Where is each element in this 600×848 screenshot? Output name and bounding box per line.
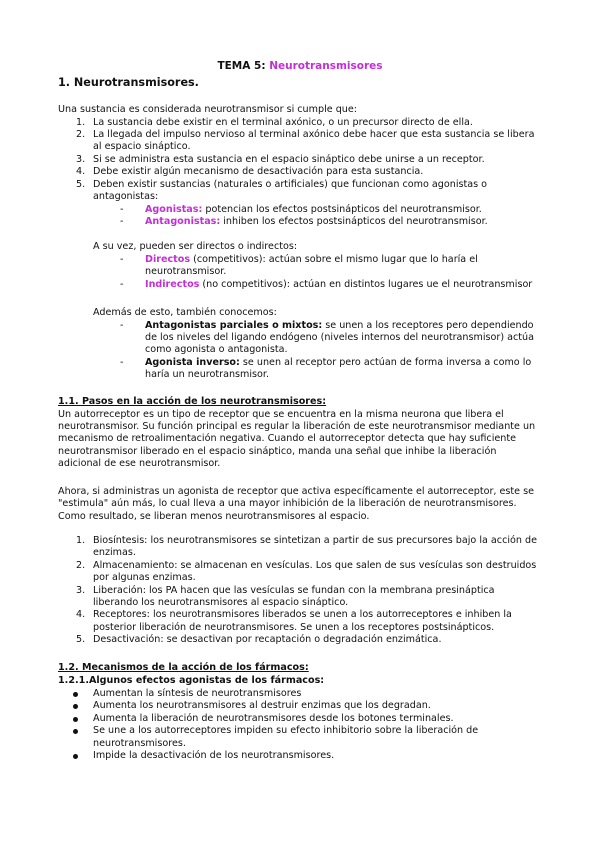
bullet-icon xyxy=(73,717,78,722)
page-title xyxy=(0,60,600,72)
direct-indirect-list xyxy=(58,254,542,291)
list-item: 5. Deben existir sustancias (naturales o artificiales) que funcionan como agonistas o antagonistas: xyxy=(76,178,488,202)
agonist-effects-list xyxy=(58,688,542,762)
bullet-icon xyxy=(73,729,78,734)
list-item: Impide la desactivación de los neurotransmisores. xyxy=(58,750,542,762)
list-item: 3. Liberación: los PA hacen que las vesículas se fundan con la membrana presináptica liberando los neurotransmisores al espacio sináptico. xyxy=(76,584,495,609)
also-list xyxy=(58,320,542,382)
list-item: - Antagonistas parciales o mixtos: se unen a los receptores pero dependiendo de los niveles del ligando endógeno (niveles internos del neurotransmisor) actúa como agonista o antagonista. xyxy=(120,319,534,356)
list-item: - Indirectos (no competitivos): actúan en distintos lugares ue el neurotransmisor xyxy=(120,278,533,290)
also-intro: Además de esto, también conocemos: xyxy=(93,307,277,318)
section-1-2-1-heading: 1.2.1.Algunos efectos agonistas de los fármacos: xyxy=(58,675,325,686)
list-item: 4. Debe existir algún mecanismo de desactivación para esta sustancia. xyxy=(76,166,424,178)
list-item: 1. Biosíntesis: los neurotransmisores se sintetizan a partir de sus precursores bajo la acción de enzimas. xyxy=(76,535,538,559)
list-item: - Agonista inverso: se unen al receptor pero actúan de forma inversa a como lo haría un neurotransmisor. xyxy=(120,356,532,381)
section-1-intro: Una sustancia es considerada neurotransmisor si cumple que: xyxy=(58,104,357,115)
list-item: - Antagonistas: inhiben los efectos postsinápticos del neurotransmisor. xyxy=(120,216,488,228)
section-1-2-heading: 1.2. Mecanismos de la acción de los fármacos: xyxy=(58,662,309,673)
list-item: 1. La sustancia debe existir en el terminal axónico, o un precursor directo de ella. xyxy=(76,116,473,128)
bullet-icon xyxy=(73,704,78,709)
list-item: 5. Desactivación: se desactivan por recaptación o degradación enzimática. xyxy=(76,634,442,646)
list-item: - Agonistas: potencian los efectos postsinápticos del neurotransmisor. xyxy=(120,204,482,215)
criteria-list xyxy=(58,117,542,204)
direct-intro: A su vez, pueden ser directos o indirectos: xyxy=(93,241,298,252)
list-item: Aumenta la liberación de neurotransmisores desde los botones terminales. xyxy=(58,713,542,725)
list-item: - Directos (competitivos): actúan sobre el mismo lugar que lo haría el neurotransmisor. xyxy=(120,254,478,278)
list-item: Aumenta los neurotransmisores al destruir enzimas que los degradan. xyxy=(58,700,542,712)
agonist-types-list xyxy=(58,204,542,229)
list-item: 2. La llegada del impulso nervioso al terminal axónico debe hacer que esta sustancia se libera al espacio sináptico. xyxy=(76,128,535,153)
list-item: Se une a los autorreceptores impiden su efecto inhibitorio sobre la liberación de neurotransmisores. xyxy=(58,725,542,750)
section-1-1-paragraph-1: Un autorreceptor es un tipo de receptor que se encuentra en la misma neurona que libera el neurotransmisor. Su función principal es regular la liberación de este neurotransmisor mediante un mecanismo de retroalimentación negativa. Cuando el autorreceptor detecta que hay suficiente neurotransmisor liberado en el espacio sináptico, manda una señal que inhibe la liberación adicional de ese neurotransmisor. xyxy=(58,408,536,470)
section-1-1-heading: 1.1. Pasos en la acción de los neurotransmisores: xyxy=(58,396,327,407)
list-item: 4. Receptores: los neurotransmisores liberados se unen a los autorreceptores e inhiben la posterior liberación de neurotransmisores. Se unen a los receptores postsinápticos. xyxy=(76,609,512,633)
bullet-icon xyxy=(73,754,78,759)
steps-list xyxy=(58,535,542,647)
bullet-icon xyxy=(73,692,78,697)
title-prefix: TEMA 5: xyxy=(217,60,270,72)
section-1-heading: 1. Neurotransmisores. xyxy=(58,76,199,89)
section-1-1-paragraph-2: Ahora, si administras un agonista de receptor que activa específicamente el autorreceptor, este se "estimula" aún más, lo cual lleva a una mayor inhibición de la liberación de neurotransmisores. Como resultado, se liberan menos neurotransmisores al espacio. xyxy=(58,486,535,522)
list-item: Aumentan la síntesis de neurotransmisores xyxy=(58,688,542,700)
list-item: 3. Si se administra esta sustancia en el espacio sináptico debe unirse a un receptor. xyxy=(76,153,485,165)
list-item: 2. Almacenamiento: se almacenan en vesículas. Los que salen de sus vesículas son destruidos por algunas enzimas. xyxy=(76,559,537,584)
title-highlight: Neurotransmisores xyxy=(269,60,383,72)
